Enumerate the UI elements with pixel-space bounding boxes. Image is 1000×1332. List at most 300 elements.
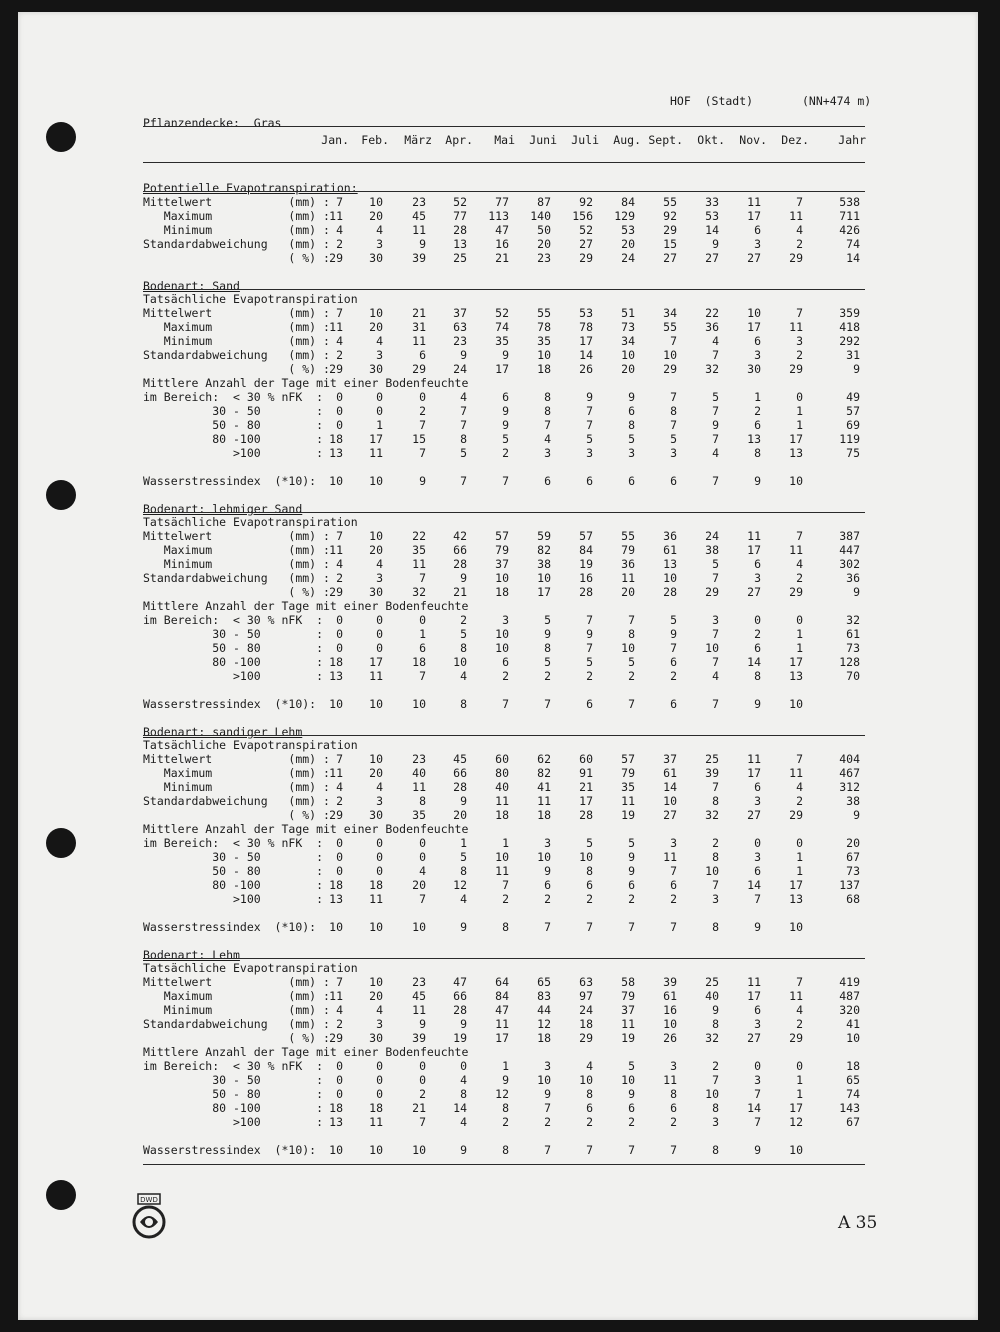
potential-row-label: ( %) : <box>143 251 330 265</box>
soil-moisture-row-cell: 8 <box>628 627 635 641</box>
water-stress-row-cell: 7 <box>502 697 509 711</box>
potential-row-cell: 52 <box>579 223 593 237</box>
actual-et-row-cell: 30 <box>747 362 761 376</box>
soil-moisture-row-cell: 8 <box>628 418 635 432</box>
actual-et-row-cell: 34 <box>663 306 677 320</box>
soil-moisture-row-cell: 3 <box>670 1059 677 1073</box>
actual-et-row-cell: 23 <box>412 752 426 766</box>
actual-et-row-cell: 11 <box>789 989 803 1003</box>
actual-et-row-cell: 36 <box>846 571 860 585</box>
potential-row-cell: 3 <box>754 237 761 251</box>
actual-et-row-cell: 2 <box>796 571 803 585</box>
actual-et-row-label: ( %) : <box>143 808 330 822</box>
actual-et-row-cell: 7 <box>712 571 719 585</box>
soil-moisture-row-cell: 8 <box>670 404 677 418</box>
soil-moisture-row-cell: 75 <box>846 446 860 460</box>
soil-moisture-row-cell: 2 <box>502 892 509 906</box>
actual-et-row-cell: 11 <box>789 320 803 334</box>
actual-et-row-cell: 11 <box>329 989 343 1003</box>
actual-et-row-cell: 19 <box>453 1031 467 1045</box>
actual-et-row-cell: 9 <box>460 571 467 585</box>
soil-moisture-row-cell: 18 <box>329 878 343 892</box>
actual-et-row-cell: 82 <box>537 543 551 557</box>
water-stress-row-cell: 10 <box>369 1143 383 1157</box>
soil-moisture-row-label: 80 -100 : <box>143 878 324 892</box>
soil-moisture-row-cell: 0 <box>796 1059 803 1073</box>
water-stress-row-cell: 10 <box>789 920 803 934</box>
soil-moisture-row-cell: 17 <box>369 432 383 446</box>
soil-moisture-row-cell: 9 <box>628 390 635 404</box>
actual-et-row-cell: 10 <box>747 306 761 320</box>
actual-et-row-cell: 59 <box>537 529 551 543</box>
soil-moisture-row-cell: 0 <box>336 1087 343 1101</box>
soil-moisture-row-cell: 2 <box>754 627 761 641</box>
actual-et-row-cell: 79 <box>495 543 509 557</box>
actual-et-row-cell: 20 <box>621 585 635 599</box>
actual-et-row-label: Mittelwert (mm) : <box>143 529 330 543</box>
actual-et-row-cell: 42 <box>453 529 467 543</box>
soil-moisture-row-cell: 18 <box>412 655 426 669</box>
potential-row-cell: 2 <box>796 237 803 251</box>
soil-moisture-row-cell: 61 <box>846 627 860 641</box>
potential-row-cell: 7 <box>796 195 803 209</box>
soil-moisture-row-cell: 7 <box>419 669 426 683</box>
actual-et-row-cell: 487 <box>839 989 860 1003</box>
column-header: März <box>404 133 432 147</box>
actual-et-row-cell: 84 <box>495 989 509 1003</box>
soil-moisture-row-cell: 1 <box>796 418 803 432</box>
soil-moisture-row-cell: 14 <box>453 1101 467 1115</box>
actual-et-row-cell: 83 <box>537 989 551 1003</box>
soil-moisture-row-cell: 1 <box>796 627 803 641</box>
actual-et-row-cell: 29 <box>789 1031 803 1045</box>
soil-moisture-row-cell: 7 <box>628 613 635 627</box>
actual-et-row-cell: 27 <box>747 585 761 599</box>
actual-et-row-cell: 18 <box>537 1031 551 1045</box>
soil-moisture-row-cell: 18 <box>369 878 383 892</box>
actual-et-row-cell: 23 <box>412 975 426 989</box>
soil-moisture-row-cell: 6 <box>670 655 677 669</box>
column-header: Sept. <box>648 133 683 147</box>
soil-moisture-row-cell: 7 <box>754 892 761 906</box>
soil-moisture-row-cell: 1 <box>460 836 467 850</box>
soil-moisture-row-cell: 5 <box>670 432 677 446</box>
actual-et-row-cell: 17 <box>747 543 761 557</box>
actual-et-row-cell: 10 <box>663 794 677 808</box>
soil-title: Bodenart: Lehm <box>143 948 240 962</box>
actual-et-row-cell: 25 <box>705 752 719 766</box>
water-stress-row-cell: 7 <box>460 474 467 488</box>
actual-et-row-cell: 27 <box>747 808 761 822</box>
actual-et-row-cell: 3 <box>754 571 761 585</box>
potential-row-cell: 7 <box>336 195 343 209</box>
soil-moisture-row-cell: 2 <box>670 1115 677 1129</box>
soil-moisture-row-cell: 10 <box>537 850 551 864</box>
column-header: Okt. <box>697 133 725 147</box>
soil-moisture-row-cell: 1 <box>754 390 761 404</box>
soil-moisture-row-cell: 7 <box>544 418 551 432</box>
soil-moisture-row-cell: 5 <box>670 613 677 627</box>
soil-moisture-row-label: 80 -100 : <box>143 1101 324 1115</box>
water-stress-row-cell: 6 <box>586 474 593 488</box>
soil-moisture-row-cell: 10 <box>495 850 509 864</box>
soil-moisture-row-cell: 11 <box>369 446 383 460</box>
actual-et-row-cell: 12 <box>537 1017 551 1031</box>
soil-moisture-row-cell: 1 <box>796 864 803 878</box>
potential-row-cell: 4 <box>336 223 343 237</box>
soil-moisture-row-cell: 7 <box>419 418 426 432</box>
actual-et-row-cell: 3 <box>754 794 761 808</box>
actual-et-row-cell: 404 <box>839 752 860 766</box>
soil-moisture-row-cell: 2 <box>419 1087 426 1101</box>
soil-moisture-row-cell: 57 <box>846 404 860 418</box>
potential-row-cell: 45 <box>412 209 426 223</box>
column-header: Apr. <box>445 133 473 147</box>
actual-et-row-label: Mittelwert (mm) : <box>143 306 330 320</box>
soil-moisture-row-cell: 13 <box>329 446 343 460</box>
actual-et-row-cell: 10 <box>369 306 383 320</box>
soil-moisture-row-cell: 7 <box>544 1101 551 1115</box>
soil-moisture-row-cell: 2 <box>586 892 593 906</box>
soil-moisture-row-cell: 0 <box>376 613 383 627</box>
soil-moisture-row-cell: 17 <box>789 432 803 446</box>
soil-moisture-row-cell: 13 <box>329 669 343 683</box>
soil-moisture-row-cell: 12 <box>453 878 467 892</box>
soil-moisture-row-cell: 4 <box>460 1073 467 1087</box>
water-stress-row-cell: 10 <box>369 474 383 488</box>
actual-et-title: Tatsächliche Evapotranspiration <box>143 292 358 306</box>
water-stress-row-cell: 8 <box>502 920 509 934</box>
actual-et-row-cell: 17 <box>747 320 761 334</box>
actual-et-row-cell: 2 <box>796 348 803 362</box>
potential-row-cell: 140 <box>530 209 551 223</box>
soil-moisture-row-cell: 10 <box>495 641 509 655</box>
water-stress-row-label: Wasserstressindex (*10): <box>143 920 317 934</box>
actual-et-row-cell: 2 <box>336 1017 343 1031</box>
water-stress-row-cell: 10 <box>369 697 383 711</box>
actual-et-row-cell: 36 <box>663 529 677 543</box>
soil-moisture-row-label: >100 : <box>143 669 324 683</box>
actual-et-row-cell: 6 <box>754 1003 761 1017</box>
soil-moisture-row-cell: 5 <box>502 432 509 446</box>
soil-moisture-row-cell: 4 <box>419 864 426 878</box>
actual-et-row-cell: 5 <box>712 557 719 571</box>
soil-moisture-row-cell: 17 <box>789 1101 803 1115</box>
actual-et-row-cell: 31 <box>846 348 860 362</box>
actual-et-row-cell: 9 <box>853 362 860 376</box>
potential-row-cell: 10 <box>369 195 383 209</box>
actual-et-row-cell: 4 <box>376 1003 383 1017</box>
actual-et-row-cell: 17 <box>579 794 593 808</box>
soil-moisture-row-cell: 17 <box>369 655 383 669</box>
soil-moisture-row-cell: 18 <box>329 655 343 669</box>
soil-moisture-row-cell: 9 <box>670 627 677 641</box>
actual-et-row-cell: 4 <box>376 334 383 348</box>
water-stress-row-cell: 10 <box>789 697 803 711</box>
actual-et-row-cell: 57 <box>495 529 509 543</box>
column-header: Dez. <box>781 133 809 147</box>
soil-moisture-row-cell: 6 <box>670 878 677 892</box>
soil-moisture-row-cell: 0 <box>419 836 426 850</box>
soil-moisture-row-cell: 0 <box>754 1059 761 1073</box>
soil-moisture-row-cell: 137 <box>839 878 860 892</box>
actual-et-row-cell: 302 <box>839 557 860 571</box>
soil-moisture-row-cell: 10 <box>621 641 635 655</box>
actual-et-row-cell: 4 <box>336 557 343 571</box>
actual-et-row-cell: 3 <box>376 1017 383 1031</box>
potential-row-cell: 30 <box>369 251 383 265</box>
soil-moisture-row-cell: 3 <box>586 446 593 460</box>
potential-row-cell: 28 <box>453 223 467 237</box>
water-stress-row-cell: 8 <box>502 1143 509 1157</box>
actual-et-row-cell: 13 <box>663 557 677 571</box>
soil-moisture-row-cell: 0 <box>796 613 803 627</box>
actual-et-row-cell: 37 <box>621 1003 635 1017</box>
soil-moisture-row-cell: 13 <box>329 892 343 906</box>
actual-et-row-cell: 28 <box>453 1003 467 1017</box>
soil-moisture-row-label: 50 - 80 : <box>143 1087 324 1101</box>
actual-et-row-cell: 7 <box>796 752 803 766</box>
actual-et-row-cell: 22 <box>705 306 719 320</box>
actual-et-row-cell: 6 <box>754 557 761 571</box>
potential-row-cell: 11 <box>747 195 761 209</box>
soil-moisture-row-cell: 3 <box>544 1059 551 1073</box>
soil-moisture-row-cell: 0 <box>336 1073 343 1087</box>
soil-moisture-row-cell: 8 <box>712 850 719 864</box>
actual-et-row-cell: 22 <box>412 529 426 543</box>
soil-moisture-row-cell: 4 <box>712 669 719 683</box>
actual-et-row-cell: 28 <box>579 808 593 822</box>
logo-text: DWD <box>140 1196 158 1204</box>
soil-moisture-row-cell: 8 <box>460 864 467 878</box>
soil-moisture-row-cell: 69 <box>846 418 860 432</box>
potential-row-cell: 39 <box>412 251 426 265</box>
soil-moisture-row-cell: 0 <box>336 390 343 404</box>
actual-et-row-cell: 467 <box>839 766 860 780</box>
potential-row-cell: 25 <box>453 251 467 265</box>
actual-et-row-cell: 10 <box>369 529 383 543</box>
water-stress-row-cell: 10 <box>329 697 343 711</box>
potential-row-cell: 11 <box>789 209 803 223</box>
soil-moisture-row-cell: 2 <box>670 669 677 683</box>
soil-moisture-row-cell: 7 <box>502 878 509 892</box>
actual-et-row-cell: 65 <box>537 975 551 989</box>
actual-et-row-cell: 39 <box>663 975 677 989</box>
soil-moisture-row-cell: 0 <box>376 1073 383 1087</box>
potential-row-cell: 52 <box>453 195 467 209</box>
actual-et-row-cell: 7 <box>712 780 719 794</box>
actual-et-row-cell: 11 <box>329 766 343 780</box>
water-stress-row-cell: 7 <box>544 1143 551 1157</box>
potential-row-label: Mittelwert (mm) : <box>143 195 330 209</box>
actual-et-row-cell: 32 <box>412 585 426 599</box>
actual-et-row-label: Standardabweichung (mm) : <box>143 571 330 585</box>
potential-row-cell: 53 <box>621 223 635 237</box>
actual-et-row-cell: 4 <box>336 334 343 348</box>
actual-et-row-cell: 47 <box>453 975 467 989</box>
water-stress-row-cell: 10 <box>329 920 343 934</box>
soil-moisture-row-cell: 7 <box>712 655 719 669</box>
soil-moisture-row-cell: 3 <box>670 836 677 850</box>
actual-et-title: Tatsächliche Evapotranspiration <box>143 961 358 975</box>
soil-moisture-row-cell: 3 <box>670 446 677 460</box>
soil-moisture-row-cell: 0 <box>376 641 383 655</box>
soil-moisture-days-title: Mittlere Anzahl der Tage mit einer Bodenfeuchte <box>143 376 469 390</box>
actual-et-row-label: Minimum (mm) : <box>143 334 330 348</box>
soil-moisture-row-cell: 3 <box>712 1115 719 1129</box>
soil-moisture-row-cell: 5 <box>460 627 467 641</box>
soil-moisture-row-cell: 7 <box>586 613 593 627</box>
actual-et-row-cell: 18 <box>495 808 509 822</box>
actual-et-row-cell: 29 <box>663 362 677 376</box>
soil-moisture-row-cell: 8 <box>670 1087 677 1101</box>
actual-et-row-cell: 19 <box>579 557 593 571</box>
soil-moisture-row-cell: 4 <box>460 892 467 906</box>
actual-et-row-cell: 37 <box>663 752 677 766</box>
actual-et-row-cell: 24 <box>579 1003 593 1017</box>
soil-moisture-row-cell: 8 <box>544 641 551 655</box>
soil-moisture-row-cell: 73 <box>846 864 860 878</box>
water-stress-row-cell: 10 <box>329 474 343 488</box>
water-stress-row-cell: 9 <box>754 920 761 934</box>
potential-row-cell: 29 <box>663 223 677 237</box>
soil-moisture-row-cell: 7 <box>460 418 467 432</box>
actual-et-row-cell: 28 <box>663 585 677 599</box>
potential-row-cell: 27 <box>705 251 719 265</box>
soil-moisture-row-cell: 6 <box>502 390 509 404</box>
soil-moisture-row-cell: 8 <box>712 1101 719 1115</box>
soil-moisture-row-cell: 13 <box>789 446 803 460</box>
soil-moisture-row-cell: 20 <box>412 878 426 892</box>
soil-moisture-row-cell: 65 <box>846 1073 860 1087</box>
actual-et-row-cell: 57 <box>579 529 593 543</box>
soil-moisture-row-cell: 1 <box>796 1087 803 1101</box>
soil-moisture-row-cell: 8 <box>754 669 761 683</box>
potential-row-cell: 29 <box>329 251 343 265</box>
soil-moisture-row-cell: 7 <box>670 864 677 878</box>
column-header: Juni <box>529 133 557 147</box>
actual-et-row-cell: 79 <box>621 543 635 557</box>
potential-row-cell: 15 <box>663 237 677 251</box>
actual-et-row-cell: 24 <box>453 362 467 376</box>
page-number: A 35 <box>838 1213 878 1233</box>
actual-et-row-cell: 4 <box>336 780 343 794</box>
actual-et-row-cell: 11 <box>412 1003 426 1017</box>
soil-moisture-row-cell: 2 <box>502 446 509 460</box>
actual-et-row-cell: 9 <box>460 794 467 808</box>
water-stress-row-cell: 6 <box>628 474 635 488</box>
actual-et-row-cell: 7 <box>336 306 343 320</box>
column-header: Mai <box>494 133 515 147</box>
actual-et-row-cell: 29 <box>789 808 803 822</box>
actual-et-row-cell: 2 <box>796 1017 803 1031</box>
actual-et-row-cell: 359 <box>839 306 860 320</box>
soil-moisture-row-cell: 5 <box>544 655 551 669</box>
actual-et-row-cell: 66 <box>453 989 467 1003</box>
soil-moisture-row-cell: 3 <box>544 836 551 850</box>
actual-et-row-cell: 14 <box>579 348 593 362</box>
soil-moisture-row-label: >100 : <box>143 892 324 906</box>
soil-moisture-row-cell: 6 <box>544 878 551 892</box>
soil-moisture-row-cell: 8 <box>586 1087 593 1101</box>
actual-et-row-cell: 11 <box>329 320 343 334</box>
soil-moisture-row-cell: 20 <box>846 836 860 850</box>
actual-et-row-cell: 312 <box>839 780 860 794</box>
soil-moisture-row-cell: 7 <box>754 1087 761 1101</box>
soil-moisture-row-cell: 6 <box>586 878 593 892</box>
soil-moisture-row-cell: 1 <box>796 1073 803 1087</box>
soil-moisture-row-cell: 7 <box>754 1115 761 1129</box>
actual-et-row-label: ( %) : <box>143 362 330 376</box>
soil-moisture-row-cell: 9 <box>544 1087 551 1101</box>
soil-moisture-row-cell: 7 <box>712 432 719 446</box>
potential-row-label: Standardabweichung (mm) : <box>143 237 330 251</box>
actual-et-row-cell: 4 <box>796 557 803 571</box>
potential-row-cell: 27 <box>747 251 761 265</box>
actual-et-row-cell: 40 <box>412 766 426 780</box>
soil-moisture-row-cell: 3 <box>712 613 719 627</box>
potential-row-cell: 14 <box>846 251 860 265</box>
actual-et-row-label: Maximum (mm) : <box>143 543 330 557</box>
soil-moisture-row-cell: 0 <box>419 850 426 864</box>
actual-et-row-cell: 39 <box>412 1031 426 1045</box>
actual-et-row-cell: 60 <box>495 752 509 766</box>
actual-et-row-cell: 27 <box>747 1031 761 1045</box>
potential-row-cell: 77 <box>495 195 509 209</box>
actual-et-row-cell: 47 <box>495 1003 509 1017</box>
soil-moisture-row-cell: 17 <box>789 655 803 669</box>
actual-et-row-cell: 17 <box>495 362 509 376</box>
actual-et-row-cell: 4 <box>796 1003 803 1017</box>
actual-et-row-cell: 21 <box>579 780 593 794</box>
soil-moisture-row-label: 30 - 50 : <box>143 850 324 864</box>
soil-moisture-row-cell: 2 <box>712 1059 719 1073</box>
actual-et-row-cell: 3 <box>376 571 383 585</box>
potential-row-cell: 20 <box>621 237 635 251</box>
actual-et-row-cell: 8 <box>419 794 426 808</box>
actual-et-row-cell: 2 <box>336 348 343 362</box>
soil-moisture-days-title: Mittlere Anzahl der Tage mit einer Bodenfeuchte <box>143 599 469 613</box>
actual-et-row-cell: 39 <box>705 766 719 780</box>
actual-et-row-cell: 30 <box>369 585 383 599</box>
soil-moisture-row-cell: 5 <box>628 432 635 446</box>
soil-moisture-row-cell: 5 <box>586 655 593 669</box>
actual-et-row-cell: 35 <box>412 808 426 822</box>
soil-moisture-row-cell: 67 <box>846 850 860 864</box>
soil-moisture-row-cell: 9 <box>586 627 593 641</box>
actual-et-row-cell: 4 <box>712 334 719 348</box>
soil-moisture-row-cell: 18 <box>329 432 343 446</box>
soil-moisture-row-cell: 10 <box>705 864 719 878</box>
soil-moisture-row-cell: 0 <box>376 1087 383 1101</box>
soil-moisture-row-cell: 18 <box>369 1101 383 1115</box>
soil-moisture-row-cell: 14 <box>747 655 761 669</box>
soil-moisture-row-cell: 0 <box>376 404 383 418</box>
soil-moisture-row-cell: 13 <box>789 669 803 683</box>
actual-et-row-cell: 30 <box>369 1031 383 1045</box>
potential-row-cell: 20 <box>537 237 551 251</box>
potential-row-cell: 11 <box>329 209 343 223</box>
water-stress-row-cell: 9 <box>419 474 426 488</box>
water-stress-row-cell: 7 <box>670 1143 677 1157</box>
soil-moisture-row-cell: 7 <box>460 404 467 418</box>
soil-moisture-row-cell: 0 <box>419 1073 426 1087</box>
soil-moisture-row-label: 50 - 80 : <box>143 864 324 878</box>
actual-et-row-cell: 36 <box>705 320 719 334</box>
soil-moisture-row-cell: 5 <box>460 446 467 460</box>
actual-et-row-cell: 53 <box>579 306 593 320</box>
potential-row-cell: 129 <box>614 209 635 223</box>
